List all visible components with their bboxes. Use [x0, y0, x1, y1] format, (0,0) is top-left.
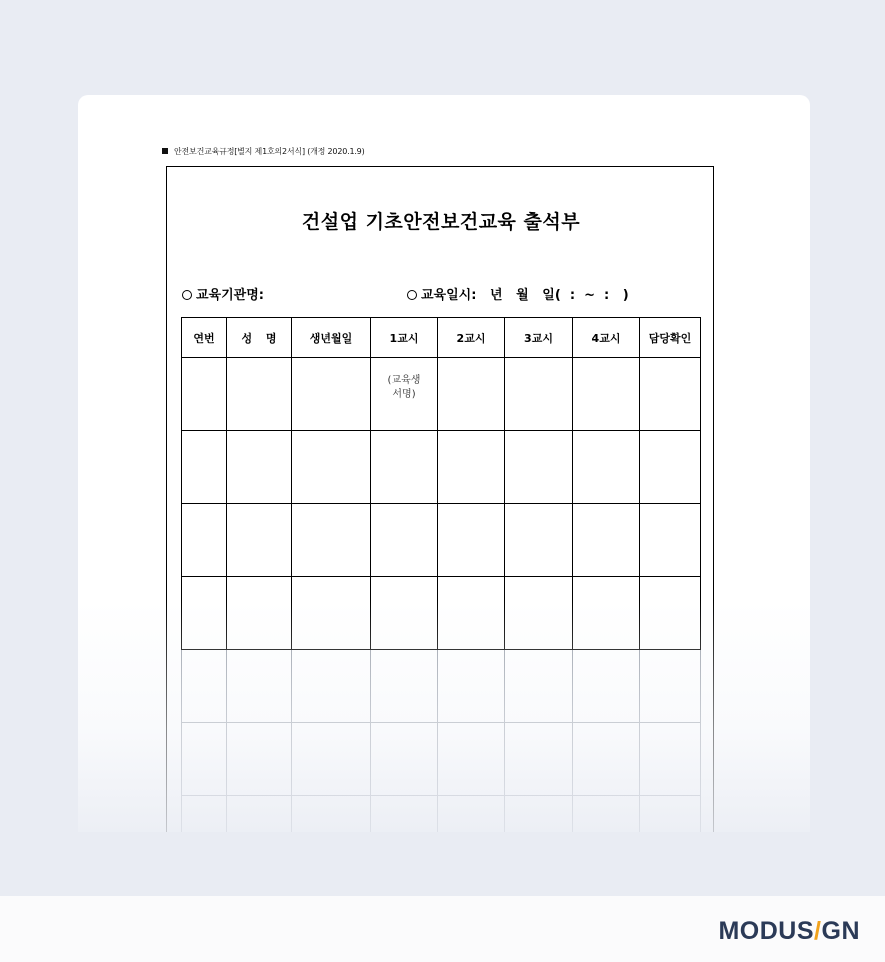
- brand-logo-suffix: GN: [821, 917, 860, 945]
- form-reference-text: 안전보건교육규정[별지 제1호의2서식] (개정 2020.1.9): [174, 147, 365, 156]
- table-cell: [573, 504, 640, 577]
- brand-logo-slash: /: [814, 917, 822, 945]
- table-cell: [182, 504, 227, 577]
- table-cell: [182, 796, 227, 833]
- table-cell: [505, 431, 573, 504]
- table-cell: [292, 796, 371, 833]
- header-cell-period-4: 4교시: [573, 318, 640, 358]
- table-cell: [505, 796, 573, 833]
- attendance-table: [181, 317, 701, 832]
- brand-logo[interactable]: [718, 917, 860, 946]
- table-cell: [505, 723, 573, 796]
- date-label: 교육일시: 년 월 일( : ~ : ): [421, 288, 629, 303]
- institution-label: 교육기관명:: [196, 288, 264, 303]
- table-cell: [182, 431, 227, 504]
- brand-logo-prefix: MODUS: [718, 917, 815, 945]
- square-bullet-icon: [162, 148, 168, 154]
- table-row: [182, 577, 701, 650]
- table-cell: [292, 504, 371, 577]
- header-cell-period-2: 2교시: [438, 318, 505, 358]
- table-cell: [505, 577, 573, 650]
- form-reference-note: [162, 146, 365, 157]
- table-cell: [438, 796, 505, 833]
- table-row: [182, 723, 701, 796]
- table-cell: [438, 358, 505, 431]
- table-cell: [573, 723, 640, 796]
- table-cell: [573, 358, 640, 431]
- table-cell: [227, 650, 292, 723]
- header-cell-birthdate: 생년월일: [292, 318, 371, 358]
- table-cell: [182, 577, 227, 650]
- header-cell-number: 연번: [182, 318, 227, 358]
- header-cell-confirm: 담당확인: [640, 318, 701, 358]
- table-cell: [640, 796, 701, 833]
- signature-note-line-2: 서명): [392, 388, 416, 400]
- circle-bullet-icon: [407, 290, 417, 300]
- table-cell: [371, 723, 438, 796]
- table-row: [182, 796, 701, 833]
- table-row: [182, 504, 701, 577]
- header-cell-period-3: 3교시: [505, 318, 573, 358]
- table-cell: [505, 358, 573, 431]
- table-header-row: [182, 318, 701, 358]
- table-cell: [438, 650, 505, 723]
- signature-note: [388, 374, 421, 402]
- table-cell: [227, 431, 292, 504]
- signature-cell: [371, 358, 438, 431]
- table-cell: [640, 431, 701, 504]
- table-cell: [182, 358, 227, 431]
- signature-note-line-1: (교육생: [387, 374, 421, 386]
- table-cell: [371, 796, 438, 833]
- table-cell: [573, 577, 640, 650]
- table-cell: [292, 358, 371, 431]
- table-cell: [573, 431, 640, 504]
- table-cell: [573, 796, 640, 833]
- table-cell: [438, 723, 505, 796]
- table-cell: [292, 431, 371, 504]
- table-cell: [182, 650, 227, 723]
- table-cell: [227, 723, 292, 796]
- table-cell: [640, 650, 701, 723]
- page-background-strip: [0, 832, 885, 896]
- table-cell: [640, 504, 701, 577]
- table-cell: [438, 504, 505, 577]
- table-cell: [438, 431, 505, 504]
- table-cell: [640, 577, 701, 650]
- table-cell: [371, 577, 438, 650]
- table-row: [182, 358, 701, 431]
- date-line: [407, 284, 629, 303]
- table-cell: [438, 577, 505, 650]
- table-cell: [573, 650, 640, 723]
- table-cell: [505, 504, 573, 577]
- header-cell-period-1: 1교시: [371, 318, 438, 358]
- circle-bullet-icon: [182, 290, 192, 300]
- document-title: 건설업 기초안전보건교육 출석부: [301, 211, 581, 233]
- table-cell: [371, 650, 438, 723]
- table-row: [182, 650, 701, 723]
- table-cell: [182, 723, 227, 796]
- table-row: [182, 431, 701, 504]
- table-cell: [227, 358, 292, 431]
- table-cell: [227, 796, 292, 833]
- table-cell: [505, 650, 573, 723]
- table-cell: [371, 504, 438, 577]
- table-cell: [292, 577, 371, 650]
- table-cell: [292, 723, 371, 796]
- institution-line: [182, 284, 264, 303]
- table-cell: [640, 723, 701, 796]
- table-cell: [227, 577, 292, 650]
- table-cell: [227, 504, 292, 577]
- table-cell: [371, 431, 438, 504]
- header-cell-name: 성 명: [227, 318, 292, 358]
- table-cell: [640, 358, 701, 431]
- table-cell: [292, 650, 371, 723]
